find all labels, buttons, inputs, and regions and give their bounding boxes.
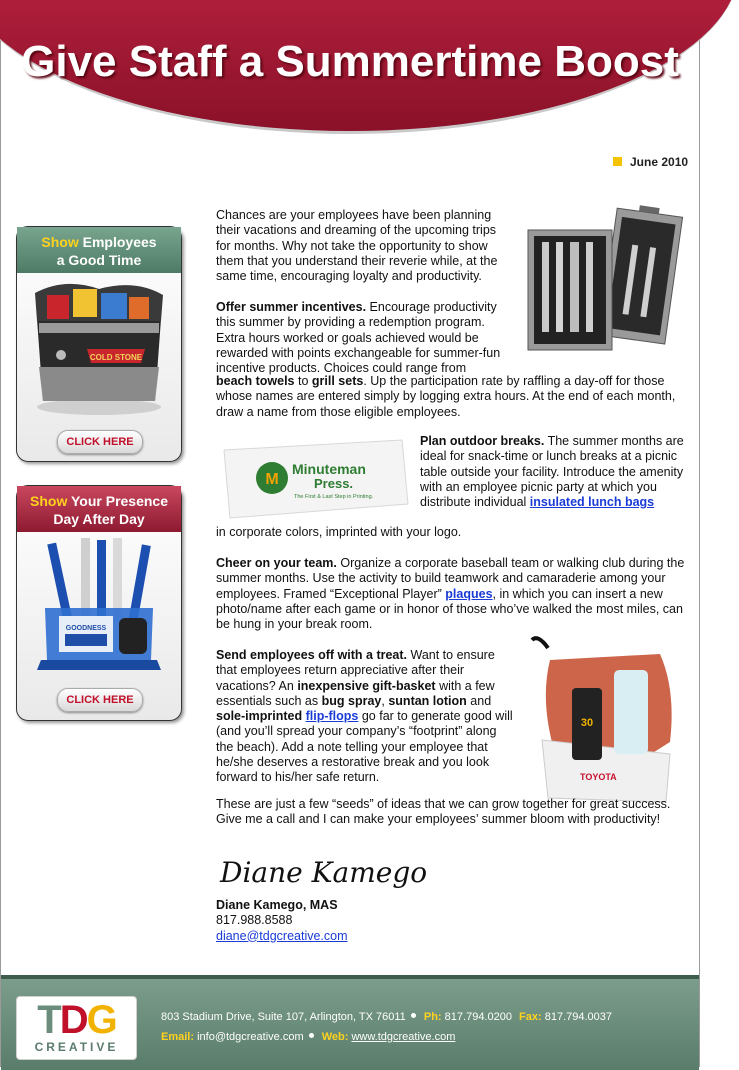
bullet-icon	[309, 1033, 314, 1038]
promo-cooler-click-button[interactable]: CLICK HERE	[57, 430, 143, 454]
insulated-lunch-bags-link[interactable]: insulated lunch bags	[529, 495, 655, 510]
issue-date	[613, 155, 688, 169]
treat-and: and	[470, 693, 492, 708]
footer-email-link[interactable]: info@tdgcreative.com	[197, 1031, 304, 1043]
footer-address: 803 Stadium Drive, Suite 107, Arlington, TX 76011	[161, 1011, 406, 1023]
promo-highlight: Show	[41, 234, 79, 250]
treat-text-2: with a few essentials such as	[216, 678, 495, 708]
signature-script: Diane Kamego	[220, 856, 428, 889]
date-bullet-icon	[613, 157, 622, 166]
towel-tagline: The First & Last Step in Printing.	[294, 494, 374, 500]
breaks-text-end: in corporate colors, imprinted with your logo.	[216, 525, 462, 539]
promo-pen-click-button[interactable]: CLICK HERE	[57, 688, 143, 712]
footer-phone: 817.794.0200	[444, 1011, 512, 1023]
team-heading: Cheer on your team.	[216, 556, 337, 570]
logo-d: D	[59, 998, 87, 1042]
promo-pen-holder[interactable]	[16, 485, 182, 721]
breaks-paragraph-bottom	[216, 525, 686, 540]
footer-fax: 817.794.0037	[544, 1011, 613, 1023]
promo-pen-title	[17, 486, 181, 532]
incentives-to: to	[297, 374, 309, 388]
cooler-bag-image	[25, 279, 173, 419]
incentives-heading: Offer summer incentives.	[216, 300, 367, 314]
promo-title-line2: Day After Day	[53, 511, 145, 527]
breaks-text: The summer months are ideal for snack-time or lunch breaks at a picnic table outside your facility. Introduce the amenity with an employee picnic party at which you distribute individual	[420, 434, 684, 510]
gift-basket-text: inexpensive gift-basket	[297, 678, 436, 693]
logo-g: G	[86, 998, 116, 1042]
treat-text-1: Want to ensure that employees return appreciative after their vacations? An	[216, 648, 495, 693]
team-paragraph	[216, 556, 686, 632]
team-text: Organize a corporate baseball team or walking club during the summer months. Use the activity to build teamwork and camaraderie among your employees. Framed “Exceptional Player”	[216, 556, 685, 601]
promo-highlight: Show	[30, 493, 68, 509]
promo-cooler-title	[17, 227, 181, 273]
breaks-paragraph-top	[420, 434, 686, 510]
promo-cooler[interactable]	[16, 226, 182, 462]
minuteman-towel-image	[216, 432, 414, 524]
incentives-paragraph-bottom	[216, 374, 686, 420]
incentives-text-end: . Up the participation rate by raffling a day-off for those whose names are entered simply by logging extra hours. At the end of each month, draw a name from those eligible employees.	[216, 374, 676, 419]
treat-paragraph	[216, 648, 516, 786]
promo-title-rest: Your Presence	[70, 493, 168, 509]
footer-contact	[161, 1007, 612, 1047]
logo-t: T	[37, 998, 60, 1042]
signature-email-link[interactable]: diane@tdgcreative.com	[216, 928, 348, 943]
gift-kit-image	[520, 630, 690, 808]
signature-block	[216, 898, 516, 944]
treat-comma: ,	[381, 693, 385, 708]
footer-fax-label: Fax:	[519, 1011, 542, 1023]
issue-date-text: June 2010	[630, 155, 689, 169]
signature-image	[216, 846, 428, 896]
team-text-end: , in which you can insert a new photo/name after each game or in honor of those who’ve walked the most miles, can be hung in your break room.	[216, 586, 683, 632]
footer-phone-label: Ph:	[423, 1011, 442, 1023]
kit-brand: TOYOTA	[580, 772, 617, 782]
promo-title-rest: Employees	[82, 234, 157, 250]
footer-web-link[interactable]: www.tdgcreative.com	[351, 1031, 456, 1043]
page-title: Give Staff a Summertime Boost	[21, 37, 679, 86]
bug-spray-text: bug spray	[321, 693, 382, 708]
plaques-link[interactable]: plaques	[445, 586, 493, 601]
footer	[1, 975, 699, 1070]
suntan-lotion-text: suntan lotion	[388, 693, 467, 708]
incentives-paragraph-top	[216, 300, 512, 376]
promo-title-line2: a Good Time	[56, 252, 142, 268]
logo-main	[17, 999, 136, 1041]
grill-sets-text: grill sets	[311, 374, 364, 388]
footer-email-label: Email:	[161, 1031, 195, 1043]
tdg-logo[interactable]	[16, 996, 137, 1060]
logo-sub: CREATIVE	[34, 1040, 119, 1054]
spf-label: 30	[580, 717, 594, 729]
intro-paragraph: Chances are your employees have been planning their vacations and dreaming of the upcoming trips for months. Why not take the opportunity to show them that you understand their reverie while, at the same time, encouraging loyalty and productivity.	[216, 208, 498, 284]
pen-holder-text: GOODNESS	[65, 625, 107, 632]
treat-heading: Send employees off with a treat.	[216, 648, 408, 662]
header-banner	[1, 1, 699, 136]
signature-name: Diane Kamego, MAS	[216, 898, 338, 912]
towel-brand: Minuteman	[292, 461, 366, 477]
bullet-icon	[411, 1013, 416, 1018]
beach-towels-text: beach towels	[216, 374, 295, 388]
sole-imprinted-text: sole-imprinted	[216, 709, 303, 724]
footer-web-label: Web:	[321, 1031, 349, 1043]
pen-holder-image	[25, 538, 173, 678]
incentives-text: Encourage productivity this summer by providing a redemption program. Extra hours worked or goals achieved would be rewarded with points exchangeable for summer-fun incentive products. Choices could range from	[216, 300, 501, 376]
flip-flops-link[interactable]: flip-flops	[305, 709, 359, 724]
grill-set-image	[520, 206, 682, 356]
treat-text-3: go far to generate good will (and you’ll spread your company’s “footprint” along the beach). Add a note telling your employee that he/she deserves a restorative break and you look forward to his/her safe return.	[216, 709, 513, 785]
towel-brand2: Press.	[314, 476, 354, 491]
cooler-brand-text: COLD STONE	[89, 353, 143, 362]
signature-phone: 817.988.8588	[216, 913, 293, 928]
towel-logo-mark: M	[265, 471, 279, 488]
closing-paragraph: These are just a few “seeds” of ideas that we can grow together for great success. Give me a call and I can make your employees’ summer bloom with productivity!	[216, 797, 671, 827]
breaks-heading: Plan outdoor breaks.	[420, 434, 545, 448]
